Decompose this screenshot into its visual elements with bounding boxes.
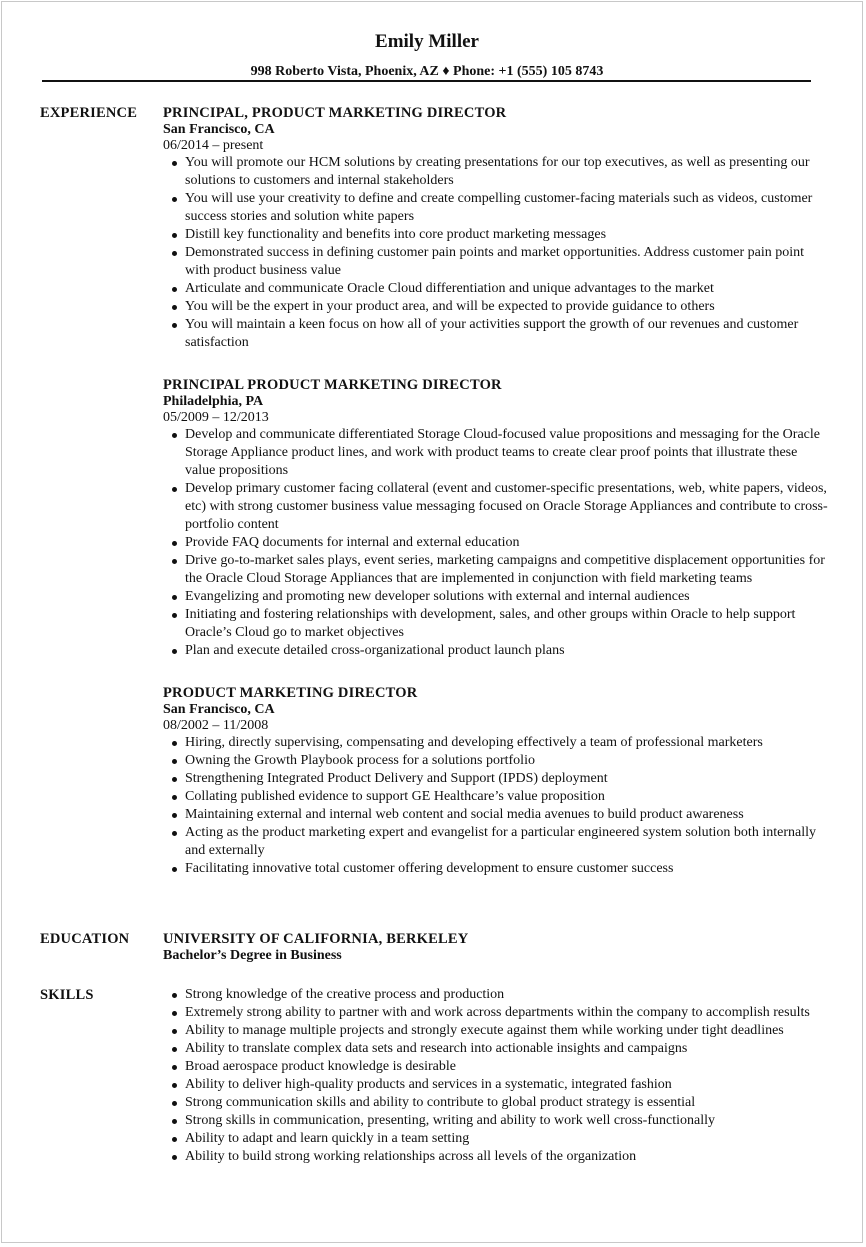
bullet-item [163,806,828,824]
bullet-item [163,824,828,860]
bullet-icon [172,795,177,800]
bullet-text: Strengthening Integrated Product Delivery and Support (IPDS) deployment [185,771,608,786]
bullet-item [163,426,828,480]
bullet-text: You will maintain a keen focus on how all of your activities support the growth of our revenues and customer satisfaction [185,317,799,350]
bullet-item [163,226,828,244]
bullet-icon [172,1011,177,1016]
bullet-icon [172,161,177,166]
bullet-icon [172,487,177,492]
bullet-icon [172,1101,177,1106]
skill-text: Strong communication skills and ability to contribute to global product strategy is essential [185,1095,696,1110]
skill-item [163,1004,828,1022]
bullet-text: You will promote our HCM solutions by creating presentations for our top executives, as well as presenting our solutions to customers and internal stakeholders [185,155,810,188]
bullet-text: Develop primary customer facing collateral (event and customer-specific presentations, web, white papers, videos, etc) with strong customer business value messaging focused on Oracle Storage Appliances and contribute to cross-portfolio content [185,481,828,532]
school-name: UNIVERSITY OF CALIFORNIA, BERKELEY [163,931,469,947]
job-title: PRINCIPAL PRODUCT MARKETING DIRECTOR [163,377,502,393]
bullet-item [163,642,828,660]
job-dates: 05/2009 – 12/2013 [163,410,269,425]
bullet-item [163,588,828,606]
bullet-icon [172,1047,177,1052]
job-location: Philadelphia, PA [163,394,264,409]
bullet-icon [172,777,177,782]
skills-body [163,986,828,1166]
skill-text: Ability to build strong working relationships across all levels of the organization [185,1149,637,1164]
bullet-text: You will use your creativity to define and create compelling customer-facing materials such as videos, customer success stories and solution white papers [185,191,813,224]
bullet-item [163,734,828,752]
bullet-text: Acting as the product marketing expert and evangelist for a particular engineered system solution both internally and externally [185,825,816,858]
section-label-skills: SKILLS [40,987,94,1003]
bullet-item [163,534,828,552]
bullet-item [163,154,828,190]
section-label-education: EDUCATION [40,931,130,947]
bullet-icon [172,759,177,764]
bullet-item [163,552,828,588]
skill-item [163,1094,828,1112]
job-dates: 08/2002 – 11/2008 [163,718,269,733]
bullet-item [163,752,828,770]
bullet-item [163,298,828,316]
bullet-icon [172,233,177,238]
contact-line: 998 Roberto Vista, Phoenix, AZ ♦ Phone: +1 (555) 105 8743 [250,64,604,79]
bullet-text: Maintaining external and internal web content and social media avenues to build product awareness [185,807,744,822]
skill-item [163,1148,828,1166]
bullet-icon [172,1065,177,1070]
skill-text: Ability to translate complex data sets and research into actionable insights and campaigns [185,1041,688,1056]
job-bullets [163,154,828,352]
bullet-item [163,860,828,878]
bullet-icon [172,1119,177,1124]
bullet-icon [172,1029,177,1034]
degree: Bachelor’s Degree in Business [163,948,342,963]
bullet-icon [172,323,177,328]
experience-body [163,104,828,878]
bullet-icon [172,1155,177,1160]
bullet-item [163,480,828,534]
skill-item [163,1076,828,1094]
job-dates: 06/2014 – present [163,138,264,153]
skill-item [163,1112,828,1130]
bullet-text: Drive go-to-market sales plays, event series, marketing campaigns and competitive displacement opportunities for the Oracle Cloud Storage Appliances that are implemented in conjunction with field marketing teams [185,553,825,586]
job-entry [163,684,828,878]
bullet-text: Owning the Growth Playbook process for a solutions portfolio [185,753,535,768]
job-bullets [163,734,828,878]
bullet-icon [172,649,177,654]
bullet-icon [172,813,177,818]
job-location: San Francisco, CA [163,122,275,137]
bullet-text: Develop and communicate differentiated Storage Cloud-focused value propositions and messaging for the Oracle Storage Appliance product lines, and work with product teams to create clear proof points that illustrate these value propositions [185,427,820,478]
bullet-text: Evangelizing and promoting new developer solutions with external and internal audiences [185,589,690,604]
bullet-icon [172,741,177,746]
skill-text: Ability to deliver high-quality products and services in a systematic, integrated fashion [185,1077,672,1092]
skills-list [163,986,828,1166]
bullet-text: Provide FAQ documents for internal and external education [185,535,520,550]
bullet-icon [172,287,177,292]
job-bullets [163,426,828,660]
bullet-text: Hiring, directly supervising, compensating and developing effectively a team of professional marketers [185,735,763,750]
bullet-text: Collating published evidence to support GE Healthcare’s value proposition [185,789,605,804]
bullet-text: Facilitating innovative total customer offering development to ensure customer success [185,861,674,876]
skill-item [163,1022,828,1040]
skill-item [163,986,828,1004]
skill-text: Broad aerospace product knowledge is desirable [185,1059,456,1074]
bullet-icon [172,595,177,600]
bullet-text: Articulate and communicate Oracle Cloud differentiation and unique advantages to the market [185,281,714,296]
job-location: San Francisco, CA [163,702,275,717]
bullet-icon [172,433,177,438]
bullet-text: Distill key functionality and benefits into core product marketing messages [185,227,607,242]
skill-item [163,1040,828,1058]
skill-item [163,1058,828,1076]
bullet-icon [172,1137,177,1142]
education-body [163,930,828,964]
section-label-experience: EXPERIENCE [40,105,138,121]
bullet-text: Plan and execute detailed cross-organizational product launch plans [185,643,565,658]
bullet-item [163,190,828,226]
bullet-item [163,316,828,352]
skill-text: Extremely strong ability to partner with and work across departments within the company to accomplish results [185,1005,810,1020]
bullet-icon [172,993,177,998]
skill-text: Ability to manage multiple projects and strongly execute against them while working under tight deadlines [185,1023,784,1038]
bullet-item [163,788,828,806]
bullet-icon [172,867,177,872]
job-entry [163,104,828,352]
candidate-name: Emily Miller [375,31,479,52]
job-title: PRINCIPAL, PRODUCT MARKETING DIRECTOR [163,105,507,121]
resume-page [1,1,863,1243]
job-entry [163,376,828,660]
skill-text: Strong skills in communication, presenting, writing and ability to work well cross-functionally [185,1113,715,1128]
bullet-icon [172,541,177,546]
bullet-item [163,770,828,788]
bullet-item [163,280,828,298]
bullet-icon [172,1083,177,1088]
resume-header [42,30,812,81]
bullet-icon [172,831,177,836]
bullet-icon [172,251,177,256]
bullet-text: Initiating and fostering relationships with development, sales, and other groups within Oracle to help support Oracle’s Cloud go to market objectives [185,607,796,640]
bullet-icon [172,613,177,618]
bullet-text: Demonstrated success in defining customer pain points and market opportunities. Address customer pain point with product business value [185,245,804,278]
skill-item [163,1130,828,1148]
job-title: PRODUCT MARKETING DIRECTOR [163,685,418,701]
bullet-icon [172,197,177,202]
skill-text: Ability to adapt and learn quickly in a team setting [185,1131,470,1146]
header-divider [42,80,811,82]
bullet-icon [172,559,177,564]
bullet-item [163,244,828,280]
bullet-item [163,606,828,642]
skill-text: Strong knowledge of the creative process and production [185,987,505,1002]
bullet-text: You will be the expert in your product area, and will be expected to provide guidance to others [185,299,715,314]
bullet-icon [172,305,177,310]
